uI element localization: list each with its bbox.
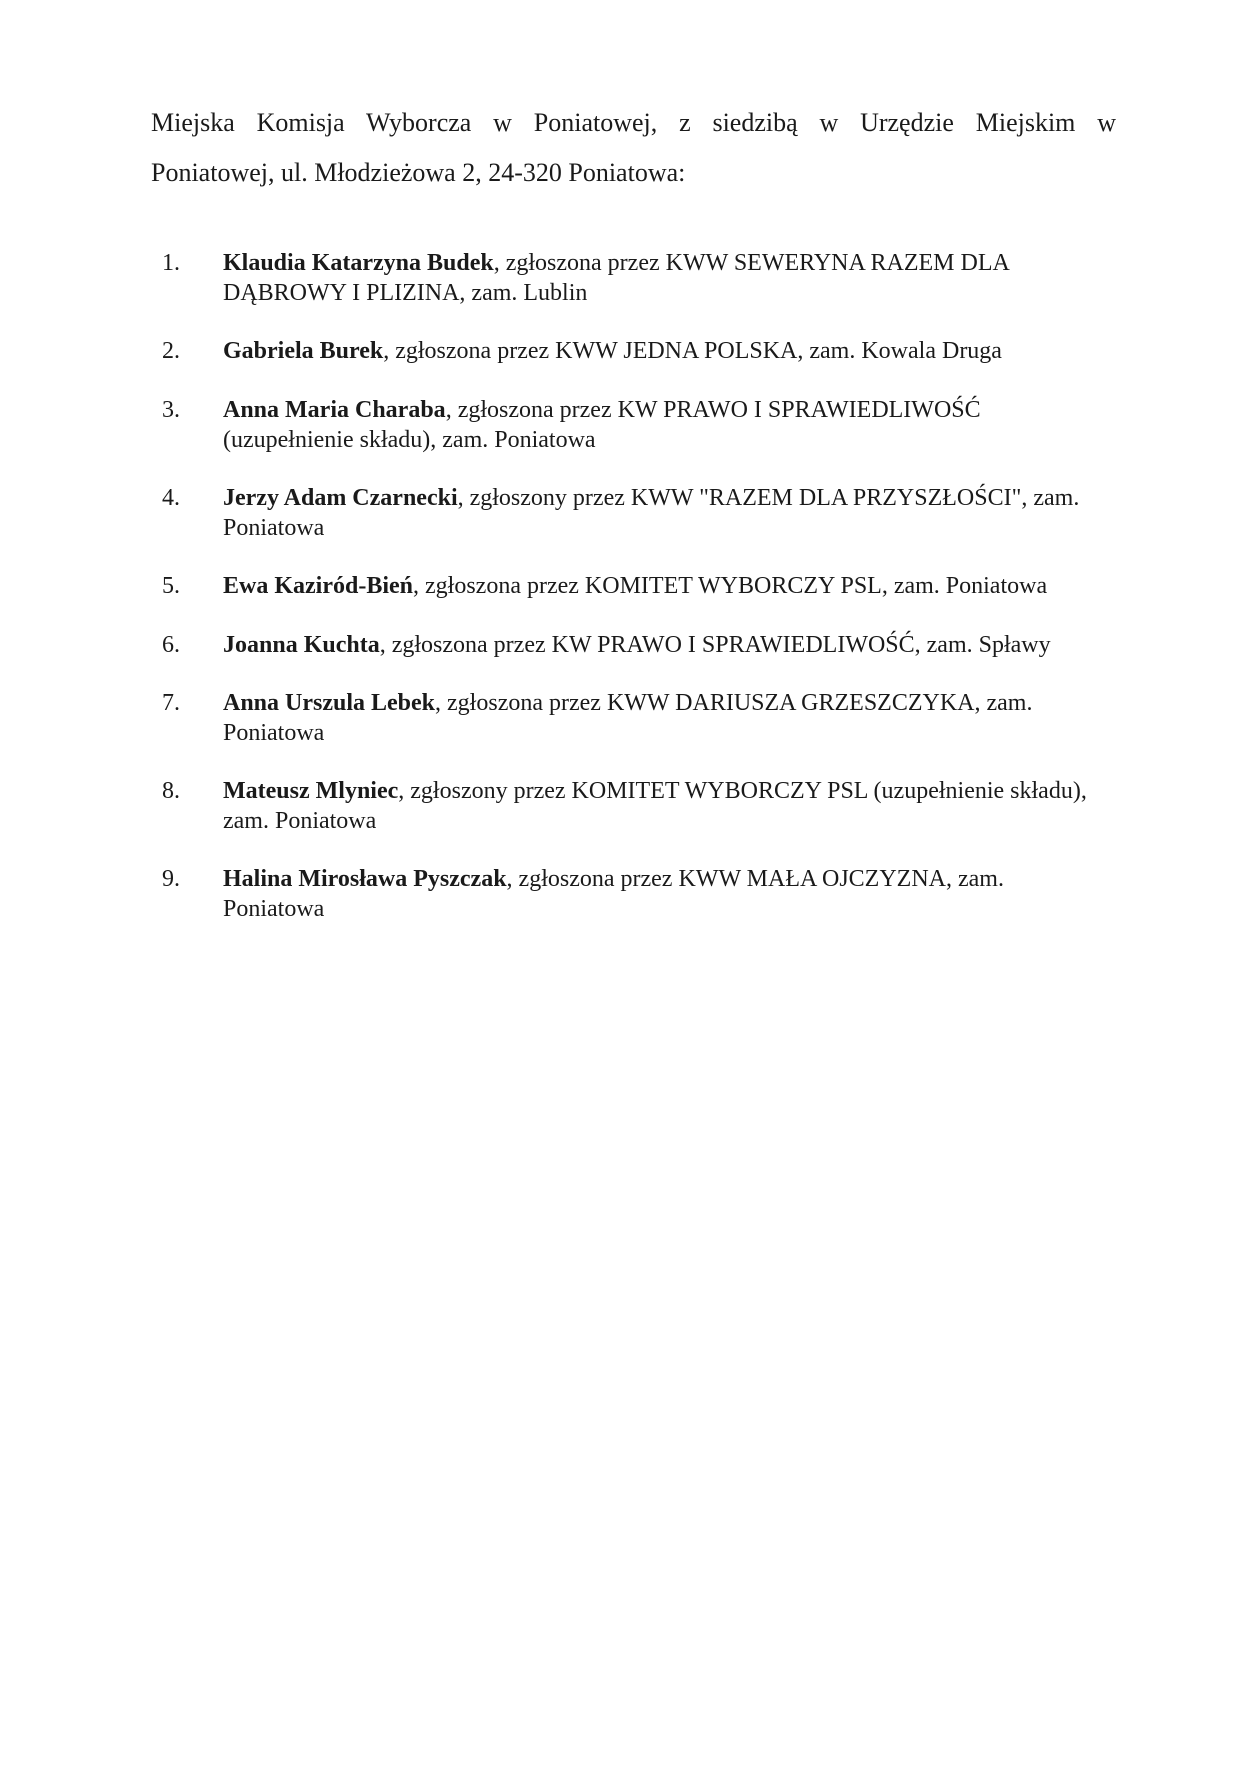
item-number: 4. xyxy=(162,485,180,511)
list-item xyxy=(158,864,1098,924)
member-name: Joanna Kuchta xyxy=(223,632,380,658)
item-number: 8. xyxy=(162,778,180,804)
member-details: , zgłoszony przez KOMITET WYBORCZY PSL (uzupełnienie składu), zam. Poniatowa xyxy=(223,778,1087,834)
item-number: 6. xyxy=(162,632,180,658)
member-details: , zgłoszona przez KWW JEDNA POLSKA, zam. Kowala Druga xyxy=(383,338,1002,364)
intro-line-1: Miejska Komisja Wyborcza w Poniatowej, z siedzibą w Urzędzie Miejskim w xyxy=(151,108,1116,137)
member-details: , zgłoszona przez KW PRAWO I SPRAWIEDLIWOŚĆ (uzupełnienie składu), zam. Poniatowa xyxy=(223,397,981,453)
list-item xyxy=(158,248,1098,308)
member-details: , zgłoszona przez KWW SEWERYNA RAZEM DLA DĄBROWY I PLIZINA, zam. Lublin xyxy=(223,250,1009,306)
item-number: 1. xyxy=(162,250,180,276)
member-details: , zgłoszona przez KWW MAŁA OJCZYZNA, zam. Poniatowa xyxy=(223,866,1004,922)
member-name: Mateusz Mlyniec xyxy=(223,778,399,804)
item-number: 2. xyxy=(162,338,180,364)
member-details: , zgłoszony przez KWW "RAZEM DLA PRZYSZŁOŚCI", zam. Poniatowa xyxy=(223,485,1080,541)
list-item xyxy=(158,688,1098,748)
item-number: 7. xyxy=(162,690,180,716)
member-details: , zgłoszona przez KW PRAWO I SPRAWIEDLIWOŚĆ, zam. Spławy xyxy=(379,632,1051,658)
list-item xyxy=(158,395,1098,455)
member-details: , zgłoszona przez KOMITET WYBORCZY PSL, zam. Poniatowa xyxy=(413,573,1048,599)
item-number: 3. xyxy=(162,397,180,423)
member-name: Gabriela Burek xyxy=(223,338,384,364)
list-item xyxy=(158,776,1098,836)
list-item xyxy=(158,336,1098,366)
member-name: Jerzy Adam Czarnecki xyxy=(223,485,458,511)
item-number: 5. xyxy=(162,573,180,599)
member-name: Anna Maria Charaba xyxy=(223,397,446,423)
list-item xyxy=(158,630,1098,660)
member-name: Anna Urszula Lebek xyxy=(223,690,436,716)
list-item xyxy=(158,483,1098,543)
item-number: 9. xyxy=(162,866,180,892)
list-item xyxy=(158,571,1098,601)
commission-members-list xyxy=(158,248,1098,952)
member-name: Halina Mirosława Pyszczak xyxy=(223,866,507,892)
member-name: Ewa Kaziród-Bień xyxy=(223,573,413,599)
member-details: , zgłoszona przez KWW DARIUSZA GRZESZCZYKA, zam. Poniatowa xyxy=(223,690,1033,746)
member-name: Klaudia Katarzyna Budek xyxy=(223,250,494,276)
intro-paragraph xyxy=(151,98,1116,198)
intro-line-2: Poniatowej, ul. Młodzieżowa 2, 24-320 Poniatowa: xyxy=(151,158,686,187)
